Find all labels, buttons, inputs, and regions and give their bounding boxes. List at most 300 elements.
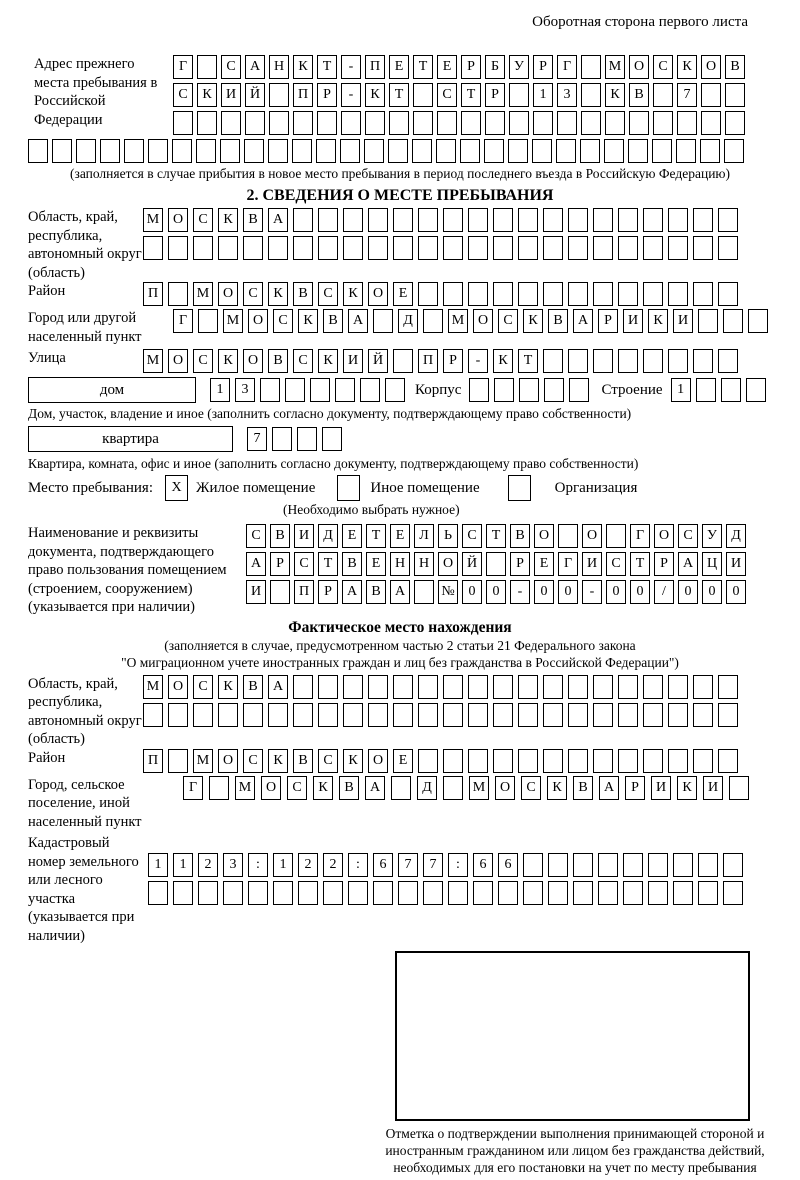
char-box: Р xyxy=(625,776,645,800)
char-box: О xyxy=(168,349,188,373)
char-box: 6 xyxy=(498,853,518,877)
char-box: Т xyxy=(518,349,538,373)
char-box xyxy=(581,83,601,107)
char-box: 6 xyxy=(373,853,393,877)
char-box: А xyxy=(246,552,266,576)
cadastral-label: Кадастровый номер земельного или лесного участка (указывается при наличии) xyxy=(28,835,139,944)
char-box: И xyxy=(221,83,241,107)
char-box xyxy=(368,675,388,699)
char-box: У xyxy=(702,524,722,548)
char-box xyxy=(365,111,385,135)
char-box: Е xyxy=(393,749,413,773)
actual-city-block xyxy=(28,776,772,832)
char-box xyxy=(198,309,218,333)
char-box: Г xyxy=(173,55,193,79)
char-box xyxy=(436,139,456,163)
actual-location-title: Фактическое место нахождения xyxy=(288,618,512,636)
char-box xyxy=(341,111,361,135)
char-box xyxy=(209,776,229,800)
char-box xyxy=(373,309,393,333)
char-box: К xyxy=(298,309,318,333)
char-box xyxy=(412,139,432,163)
char-box: 0 xyxy=(486,580,506,604)
char-box xyxy=(468,208,488,232)
char-box: М xyxy=(143,208,163,232)
prev-address-rows xyxy=(173,55,745,135)
char-box: 0 xyxy=(678,580,698,604)
char-box: Е xyxy=(389,55,409,79)
char-box xyxy=(606,524,626,548)
char-box: П xyxy=(365,55,385,79)
char-box: 3 xyxy=(223,853,243,877)
char-box: П xyxy=(418,349,438,373)
char-box xyxy=(343,208,363,232)
char-box xyxy=(725,111,745,135)
char-box xyxy=(413,83,433,107)
char-box: О xyxy=(243,349,263,373)
char-box: Г xyxy=(557,55,577,79)
char-box: К xyxy=(218,675,238,699)
char-box: Г xyxy=(558,552,578,576)
char-box xyxy=(701,111,721,135)
char-box xyxy=(221,111,241,135)
char-box xyxy=(618,703,638,727)
apartment-block xyxy=(28,426,772,452)
page-side-note: Оборотная сторона первого листа xyxy=(532,14,748,30)
char-box: М xyxy=(193,749,213,773)
char-box xyxy=(623,853,643,877)
char-box xyxy=(508,475,531,501)
char-box: Т xyxy=(461,83,481,107)
char-box: В xyxy=(243,675,263,699)
char-box: - xyxy=(341,55,361,79)
char-box xyxy=(368,236,388,260)
char-box xyxy=(318,703,338,727)
char-box xyxy=(485,111,505,135)
char-box xyxy=(124,139,144,163)
char-box: 1 xyxy=(173,853,193,877)
char-box: Л xyxy=(414,524,434,548)
char-box xyxy=(468,675,488,699)
char-box xyxy=(605,111,625,135)
char-box: М xyxy=(448,309,468,333)
char-box: С xyxy=(606,552,626,576)
stay-type-label: Место пребывания: xyxy=(28,480,153,496)
char-box xyxy=(700,139,720,163)
char-box: С xyxy=(678,524,698,548)
char-box xyxy=(368,208,388,232)
char-box xyxy=(729,776,749,800)
char-box xyxy=(643,349,663,373)
char-box xyxy=(629,111,649,135)
char-box xyxy=(518,236,538,260)
char-box xyxy=(318,208,338,232)
char-box xyxy=(168,749,188,773)
ownership-doc-rows xyxy=(246,524,746,604)
char-box xyxy=(218,236,238,260)
char-box xyxy=(143,236,163,260)
char-box: В xyxy=(339,776,359,800)
char-box xyxy=(652,139,672,163)
char-box xyxy=(668,208,688,232)
char-box: О xyxy=(368,749,388,773)
char-box: 1 xyxy=(273,853,293,877)
stay-type-note: (Необходимо выбрать нужное) xyxy=(283,502,460,517)
actual-region-block xyxy=(28,675,772,749)
char-box: 0 xyxy=(630,580,650,604)
char-box xyxy=(628,139,648,163)
prev-address-row-3 xyxy=(173,111,745,135)
char-box xyxy=(493,236,513,260)
char-box: О xyxy=(582,524,602,548)
char-box xyxy=(618,675,638,699)
char-box: Е xyxy=(366,552,386,576)
char-box: С xyxy=(293,349,313,373)
char-box xyxy=(293,703,313,727)
char-box: С xyxy=(521,776,541,800)
char-box xyxy=(76,139,96,163)
char-box: В xyxy=(573,776,593,800)
char-box xyxy=(418,236,438,260)
char-box: : xyxy=(348,853,368,877)
region-rows xyxy=(143,208,738,260)
checkbox-inoe xyxy=(337,475,360,501)
char-box: К xyxy=(313,776,333,800)
char-box xyxy=(533,111,553,135)
char-box xyxy=(593,349,613,373)
char-box: К xyxy=(318,349,338,373)
char-box: Р xyxy=(317,83,337,107)
char-box: 0 xyxy=(702,580,722,604)
char-box xyxy=(260,378,280,402)
char-box xyxy=(718,282,738,306)
char-box xyxy=(443,236,463,260)
actual-region-row-2 xyxy=(143,703,738,727)
checkbox-organizacia xyxy=(508,475,531,501)
char-box xyxy=(437,111,457,135)
street-label: Улица xyxy=(28,350,66,366)
city-label: Город или другой населенный пункт xyxy=(28,310,142,345)
char-box: - xyxy=(582,580,602,604)
char-box xyxy=(393,675,413,699)
char-box xyxy=(696,378,716,402)
char-box: К xyxy=(547,776,567,800)
char-box: О xyxy=(218,749,238,773)
actual-region-rows xyxy=(143,675,738,727)
char-box: Н xyxy=(390,552,410,576)
char-box xyxy=(393,349,413,373)
char-box xyxy=(693,236,713,260)
char-box xyxy=(544,378,564,402)
char-box xyxy=(693,675,713,699)
char-box: К xyxy=(268,749,288,773)
char-box xyxy=(461,111,481,135)
char-box xyxy=(348,881,368,905)
char-box: Г xyxy=(173,309,193,333)
char-box xyxy=(270,580,290,604)
char-box xyxy=(748,309,768,333)
char-box xyxy=(518,749,538,773)
char-box xyxy=(272,427,292,451)
char-box xyxy=(721,378,741,402)
char-box: И xyxy=(246,580,266,604)
char-box xyxy=(418,208,438,232)
char-box: В xyxy=(510,524,530,548)
char-box xyxy=(368,703,388,727)
char-box xyxy=(268,139,288,163)
char-box: С xyxy=(243,282,263,306)
char-box: М xyxy=(469,776,489,800)
char-box xyxy=(701,83,721,107)
char-box: И xyxy=(343,349,363,373)
char-box xyxy=(248,881,268,905)
char-box: А xyxy=(245,55,265,79)
cadastral-row-1 xyxy=(148,853,743,877)
char-box: 7 xyxy=(677,83,697,107)
prev-address-note: (заполняется в случае прибытия в новое место пребывания в период последнего въезда в Российскую Федерацию) xyxy=(69,166,731,181)
char-box: М xyxy=(193,282,213,306)
char-box xyxy=(593,208,613,232)
char-box: Р xyxy=(654,552,674,576)
char-box xyxy=(468,703,488,727)
char-box: Р xyxy=(533,55,553,79)
char-box: А xyxy=(365,776,385,800)
char-box: 0 xyxy=(726,580,746,604)
char-box: 3 xyxy=(557,83,577,107)
char-box xyxy=(197,111,217,135)
char-box xyxy=(460,139,480,163)
option-organizacia-label: Организация xyxy=(554,480,638,496)
ownership-doc-label: Наименование и реквизиты документа, подтверждающего право пользования помещением (строением, сооружением) (указывается при наличии) xyxy=(28,525,227,615)
char-box: Р xyxy=(461,55,481,79)
char-box xyxy=(718,703,738,727)
section2-title: 2. СВЕДЕНИЯ О МЕСТЕ ПРЕБЫВАНИЯ xyxy=(246,187,554,204)
char-box xyxy=(543,749,563,773)
char-box xyxy=(604,139,624,163)
char-box xyxy=(653,83,673,107)
char-box xyxy=(518,282,538,306)
char-box: В xyxy=(725,55,745,79)
char-box: Е xyxy=(393,282,413,306)
char-box xyxy=(618,749,638,773)
char-box xyxy=(318,675,338,699)
char-box: С xyxy=(243,749,263,773)
char-box: Д xyxy=(398,309,418,333)
char-box xyxy=(494,378,514,402)
char-box: С xyxy=(273,309,293,333)
char-box xyxy=(598,853,618,877)
char-box xyxy=(724,139,744,163)
char-box xyxy=(323,881,343,905)
district-label: Район xyxy=(28,283,66,299)
char-box xyxy=(337,475,360,501)
char-box xyxy=(698,853,718,877)
char-box: О xyxy=(438,552,458,576)
char-box: Н xyxy=(269,55,289,79)
char-box: В xyxy=(293,749,313,773)
char-box xyxy=(316,139,336,163)
char-box xyxy=(668,349,688,373)
char-box xyxy=(293,675,313,699)
char-box xyxy=(543,236,563,260)
char-box xyxy=(293,208,313,232)
stay-type-block xyxy=(28,475,772,501)
char-box xyxy=(518,675,538,699)
char-box: В xyxy=(629,83,649,107)
char-box: X xyxy=(165,475,188,501)
char-box xyxy=(414,580,434,604)
house-block xyxy=(28,377,772,403)
char-box xyxy=(443,749,463,773)
char-box xyxy=(493,675,513,699)
char-box xyxy=(244,139,264,163)
char-box xyxy=(718,349,738,373)
char-box xyxy=(493,282,513,306)
char-box: 1 xyxy=(148,853,168,877)
char-box: О xyxy=(368,282,388,306)
char-box xyxy=(418,703,438,727)
korpus-row xyxy=(469,378,589,402)
char-box: М xyxy=(235,776,255,800)
char-box: Ь xyxy=(438,524,458,548)
char-box xyxy=(418,749,438,773)
stroenie-label: Строение xyxy=(601,382,663,398)
char-box xyxy=(593,282,613,306)
char-box xyxy=(493,749,513,773)
char-box xyxy=(298,881,318,905)
char-box xyxy=(581,55,601,79)
apartment-note: Квартира, комната, офис и иное (заполнить согласно документу, подтверждающему право собственности) xyxy=(28,456,639,471)
actual-location-note-2: "О миграционном учете иностранных граждан и лиц без гражданства в Российской Федерации") xyxy=(121,654,679,670)
char-box: С xyxy=(221,55,241,79)
char-box: А xyxy=(573,309,593,333)
char-box xyxy=(413,111,433,135)
char-box: Р xyxy=(510,552,530,576)
char-box xyxy=(423,309,443,333)
char-box: И xyxy=(703,776,723,800)
char-box xyxy=(148,139,168,163)
char-box xyxy=(168,236,188,260)
char-box xyxy=(568,675,588,699)
char-box xyxy=(693,749,713,773)
char-box: С xyxy=(294,552,314,576)
char-box xyxy=(343,675,363,699)
char-box: М xyxy=(223,309,243,333)
char-box xyxy=(486,552,506,576)
char-box xyxy=(318,236,338,260)
char-box xyxy=(268,703,288,727)
char-box xyxy=(391,776,411,800)
char-box xyxy=(373,881,393,905)
char-box: 0 xyxy=(534,580,554,604)
char-box xyxy=(448,881,468,905)
char-box xyxy=(317,111,337,135)
char-box: П xyxy=(293,83,313,107)
actual-district-label: Район xyxy=(28,749,66,766)
char-box xyxy=(548,881,568,905)
char-box: И xyxy=(623,309,643,333)
char-box: Й xyxy=(462,552,482,576)
char-box xyxy=(243,236,263,260)
char-box: С xyxy=(653,55,673,79)
char-box: С xyxy=(498,309,518,333)
char-box: № xyxy=(438,580,458,604)
actual-city-row xyxy=(183,776,749,800)
char-box: Г xyxy=(183,776,203,800)
char-box xyxy=(343,703,363,727)
char-box xyxy=(718,208,738,232)
char-box: : xyxy=(248,853,268,877)
stamp-area xyxy=(395,951,750,1121)
char-box xyxy=(718,749,738,773)
char-box: С xyxy=(193,349,213,373)
char-box: В xyxy=(548,309,568,333)
char-box xyxy=(518,208,538,232)
char-box xyxy=(269,111,289,135)
char-box xyxy=(623,881,643,905)
char-box: К xyxy=(605,83,625,107)
char-box xyxy=(493,703,513,727)
char-box xyxy=(618,282,638,306)
char-box xyxy=(28,139,48,163)
prev-address-overflow-row xyxy=(28,139,772,163)
char-box xyxy=(693,282,713,306)
district-block xyxy=(28,282,772,306)
char-box: В xyxy=(293,282,313,306)
actual-region-row-1 xyxy=(143,675,738,699)
char-box: К xyxy=(648,309,668,333)
char-box xyxy=(518,703,538,727)
char-box xyxy=(364,139,384,163)
char-box xyxy=(310,378,330,402)
char-box: 7 xyxy=(423,853,443,877)
char-box xyxy=(543,675,563,699)
char-box xyxy=(398,881,418,905)
actual-district-row xyxy=(143,749,738,773)
char-box xyxy=(468,749,488,773)
char-box xyxy=(523,881,543,905)
char-box: Т xyxy=(317,55,337,79)
char-box xyxy=(293,111,313,135)
char-box xyxy=(556,139,576,163)
char-box: В xyxy=(268,349,288,373)
char-box: 2 xyxy=(323,853,343,877)
char-box xyxy=(593,749,613,773)
char-box xyxy=(568,282,588,306)
char-box: Р xyxy=(485,83,505,107)
char-box: П xyxy=(143,282,163,306)
char-box: 7 xyxy=(398,853,418,877)
stamp-note: Отметка о подтверждении выполнения принимающей стороной и иностранным гражданином или лицом без гражданства действий, необходимых для его постановки на учет по месту пребывания xyxy=(385,1126,765,1175)
char-box: У xyxy=(509,55,529,79)
char-box: К xyxy=(365,83,385,107)
char-box xyxy=(268,236,288,260)
char-box: Б xyxy=(485,55,505,79)
char-box: Р xyxy=(318,580,338,604)
char-box: К xyxy=(343,749,363,773)
char-box xyxy=(568,749,588,773)
apartment-type-box: квартира xyxy=(28,426,233,452)
char-box: Г xyxy=(630,524,650,548)
char-box: С xyxy=(193,208,213,232)
char-box xyxy=(148,881,168,905)
char-box: С xyxy=(318,282,338,306)
checkbox-zhiloe xyxy=(165,475,188,501)
char-box: Т xyxy=(318,552,338,576)
char-box xyxy=(693,208,713,232)
char-box xyxy=(543,349,563,373)
char-box: К xyxy=(343,282,363,306)
